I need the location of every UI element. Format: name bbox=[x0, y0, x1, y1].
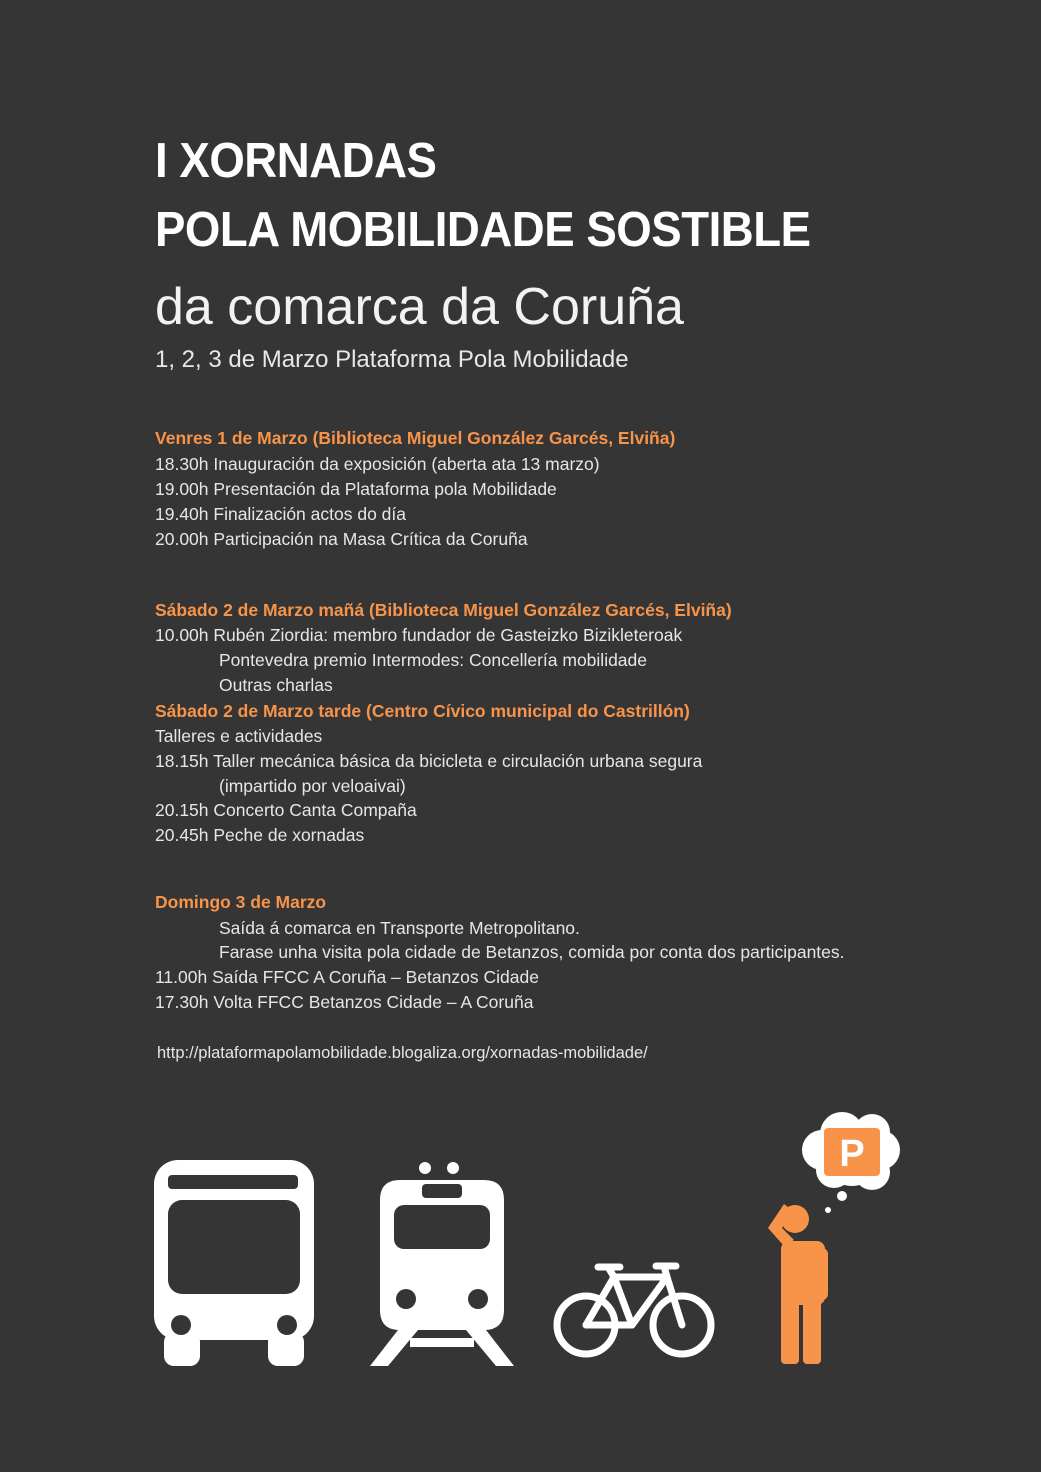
sunday-item-2: Farase unha visita pola cidade de Betanzos, comida por conta dos participantes. bbox=[219, 942, 845, 962]
title-line-2: POLA MOBILIDADE SOSTIBLE bbox=[155, 203, 811, 257]
sunday-heading: Domingo 3 de Marzo bbox=[155, 892, 327, 912]
sunday-item-1: Saída á comarca en Transporte Metropolitano. bbox=[219, 918, 580, 938]
pedestrian-thinking-icon bbox=[760, 1108, 910, 1364]
saturday-afternoon-item-5: 20.45h Peche de xornadas bbox=[155, 825, 365, 845]
saturday-afternoon-item-3: (impartido por veloaivai) bbox=[219, 776, 406, 796]
friday-item-3: 19.40h Finalización actos do día bbox=[155, 504, 406, 524]
sunday-item-4: 17.30h Volta FFCC Betanzos Cidade – A Coruña bbox=[155, 992, 534, 1012]
saturday-morning-item-2: Pontevedra premio Intermodes: Concellería mobilidade bbox=[219, 650, 648, 670]
pedestrian-figure bbox=[768, 1204, 828, 1364]
saturday-morning-item-3: Outras charlas bbox=[219, 675, 333, 695]
saturday-afternoon-item-1: Talleres e actividades bbox=[155, 726, 323, 746]
saturday-afternoon-item-4: 20.15h Concerto Canta Compaña bbox=[155, 800, 417, 820]
friday-item-1: 18.30h Inauguración da exposición (aberta ata 13 marzo) bbox=[155, 454, 600, 474]
friday-heading: Venres 1 de Marzo (Biblioteca Miguel González Garcés, Elviña) bbox=[155, 428, 676, 448]
subtitle: da comarca da Coruña bbox=[155, 278, 684, 336]
sunday-item-3: 11.00h Saída FFCC A Coruña – Betanzos Cidade bbox=[155, 967, 539, 987]
bus-icon bbox=[154, 1160, 314, 1366]
friday-item-2: 19.00h Presentación da Plataforma pola Mobilidade bbox=[155, 479, 557, 499]
saturday-afternoon-heading: Sábado 2 de Marzo tarde (Centro Cívico municipal do Castrillón) bbox=[155, 701, 690, 721]
title-line-1: I XORNADAS bbox=[155, 134, 437, 188]
saturday-morning-item-1: 10.00h Rubén Ziordia: membro fundador de Gasteizko Bizikleteroak bbox=[155, 625, 683, 645]
friday-item-4: 20.00h Participación na Masa Crítica da Coruña bbox=[155, 529, 528, 549]
website-url[interactable]: http://plataformapolamobilidade.blogaliza.org/xornadas-mobilidade/ bbox=[157, 1044, 648, 1062]
saturday-afternoon-item-2: 18.15h Taller mecánica básica da bicicleta e circulación urbana segura bbox=[155, 751, 703, 771]
parking-letter: P bbox=[839, 1133, 865, 1175]
bicycle-icon bbox=[552, 1262, 716, 1362]
dateline: 1, 2, 3 de Marzo Plataforma Pola Mobilidade bbox=[155, 346, 629, 373]
train-icon bbox=[370, 1160, 514, 1366]
saturday-morning-heading: Sábado 2 de Marzo mañá (Biblioteca Miguel González Garcés, Elviña) bbox=[155, 600, 732, 620]
